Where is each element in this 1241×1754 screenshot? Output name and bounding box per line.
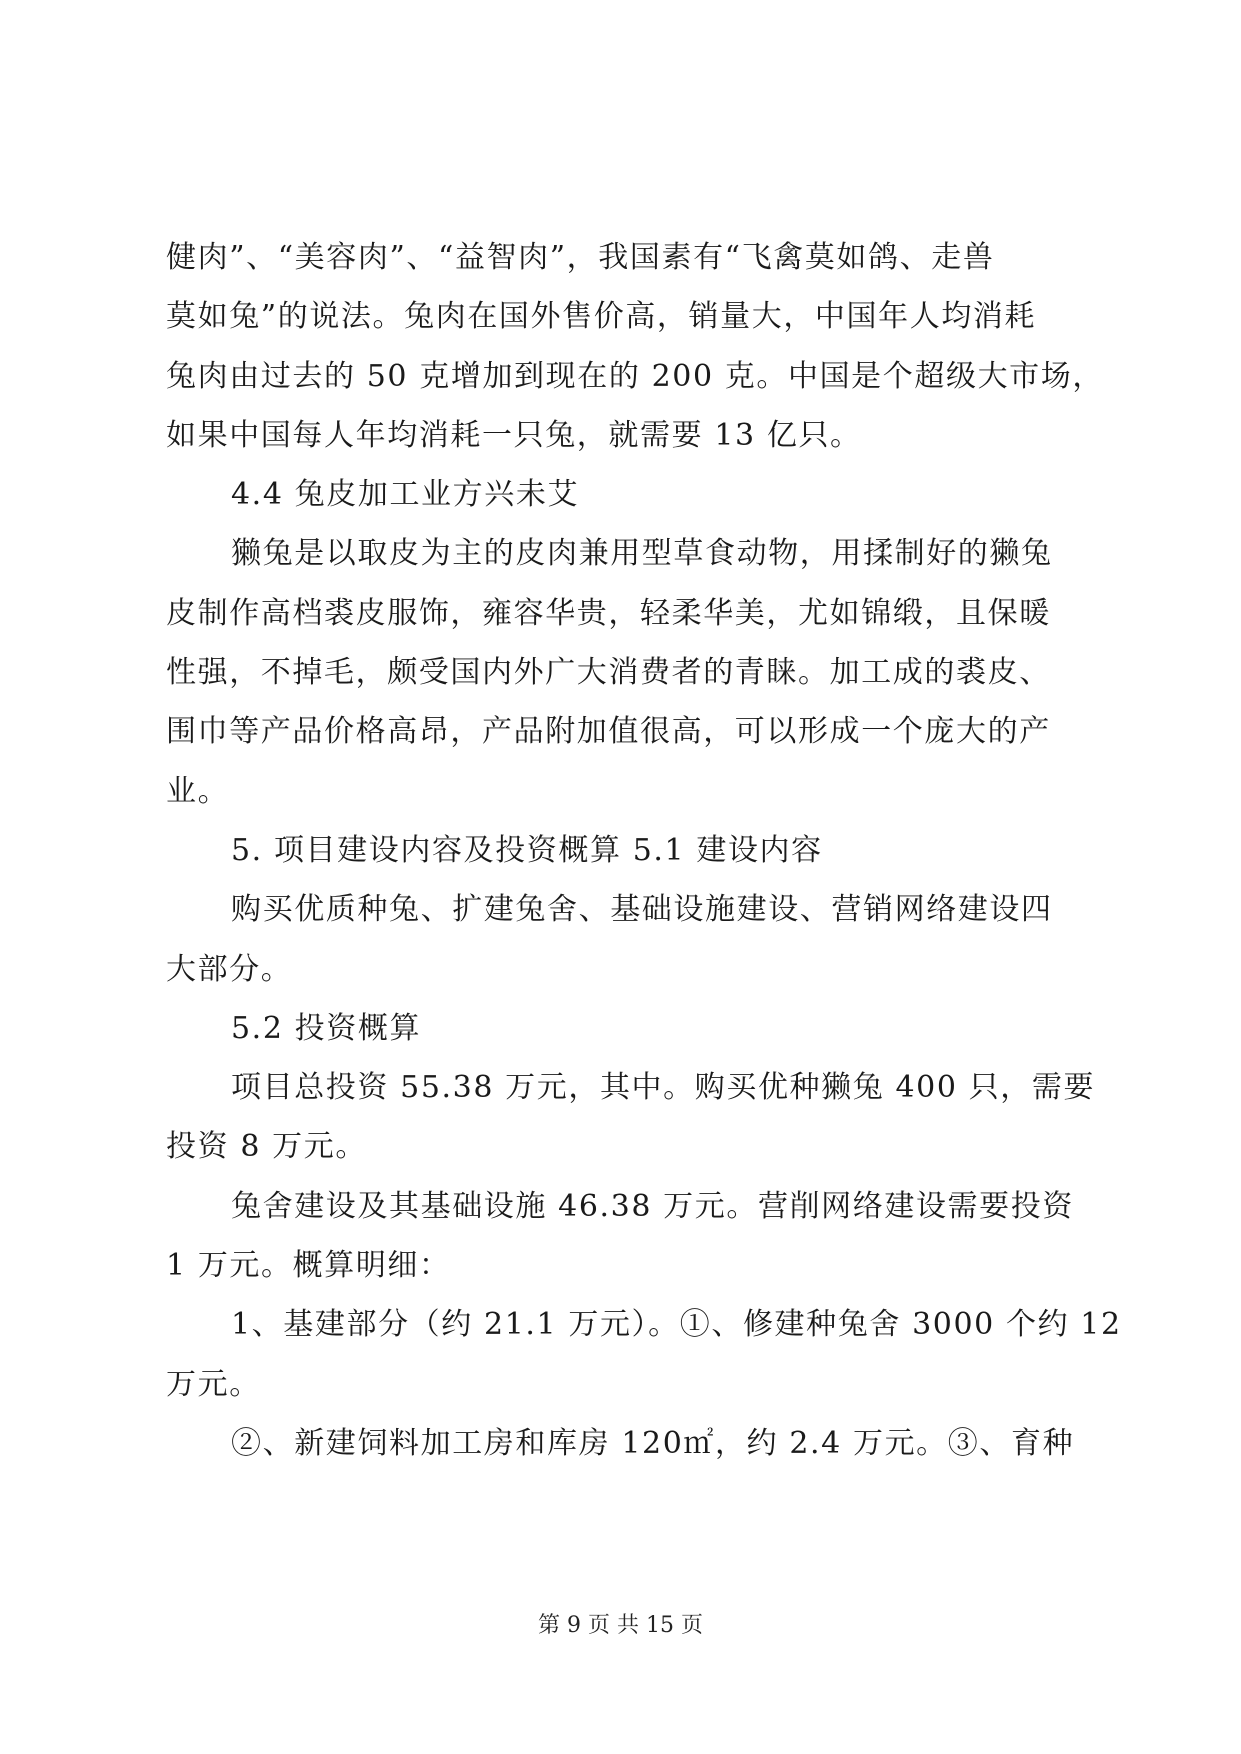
text-line: 万元。 bbox=[166, 1366, 261, 1402]
text-line: 4.4 兔皮加工业方兴未艾 bbox=[231, 477, 580, 513]
text-line: 莫如兔”的说法。兔肉在国外售价高，销量大，中国年人均消耗 bbox=[166, 299, 1037, 335]
text-line: 5.2 投资概算 bbox=[231, 1010, 422, 1046]
text-line: 兔舍建设及其基础设施 46.38 万元。营削网络建设需要投资 bbox=[231, 1188, 1074, 1224]
text-line: 皮制作高档裘皮服饰，雍容华贵，轻柔华美，尤如锦缎，且保暖 bbox=[166, 595, 1051, 631]
text-line: 獭兔是以取皮为主的皮肉兼用型草食动物，用揉制好的獭兔 bbox=[231, 536, 1053, 572]
text-line: 业。 bbox=[166, 773, 230, 809]
text-line: 如果中国每人年均消耗一只兔，就需要 13 亿只。 bbox=[166, 417, 862, 453]
text-line: 兔肉由过去的 50 克增加到现在的 200 克。中国是个超级大市场， bbox=[166, 358, 1104, 394]
text-line: 1、基建部分（约 21.1 万元）。①、修建种兔舍 3000 个约 12 bbox=[231, 1307, 1122, 1343]
text-line: ②、新建饲料加工房和库房 120㎡，约 2.4 万元。③、育种 bbox=[231, 1425, 1075, 1461]
text-line: 购买优质种兔、扩建兔舍、基础设施建设、营销网络建设四 bbox=[231, 892, 1053, 928]
text-line: 1 万元。概算明细： bbox=[166, 1248, 451, 1284]
page-footer: 第 9 页 共 15 页 bbox=[538, 1613, 703, 1638]
text-line: 健肉”、“美容肉”、“益智肉”，我国素有“飞禽莫如鸽、走兽 bbox=[166, 240, 995, 275]
text-line: 项目总投资 55.38 万元，其中。购买优种獭兔 400 只，需要 bbox=[231, 1070, 1096, 1106]
text-line: 投资 8 万元。 bbox=[166, 1129, 367, 1165]
text-line: 性强，不掉毛，颇受国内外广大消费者的青睐。加工成的裘皮、 bbox=[166, 655, 1051, 691]
document-body bbox=[166, 228, 1122, 1473]
text-line: 围巾等产品价格高昂，产品附加值很高，可以形成一个庞大的产 bbox=[166, 714, 1051, 750]
text-line: 大部分。 bbox=[166, 951, 293, 987]
text-line: 5. 项目建设内容及投资概算 5.1 建设内容 bbox=[231, 832, 823, 868]
